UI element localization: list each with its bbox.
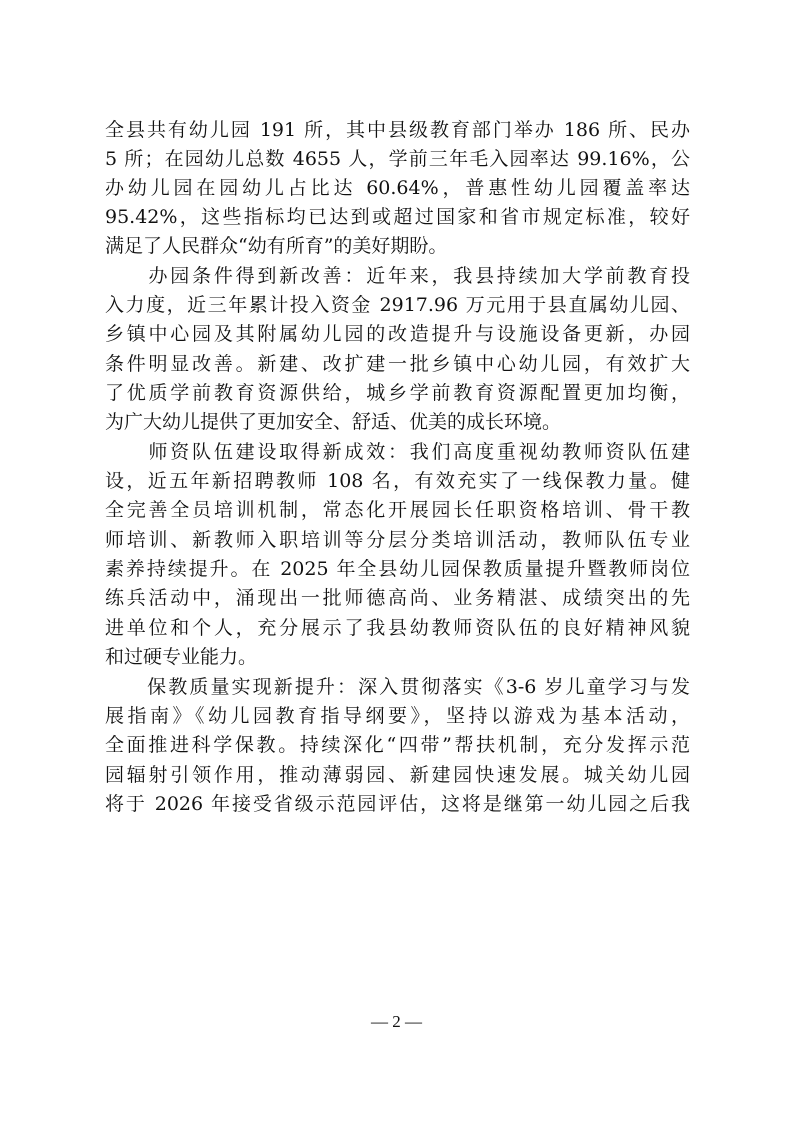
- text-line: 全县共有幼儿园 191 所，其中县级教育部门举办 186 所、民办: [105, 119, 690, 141]
- text-line: 条件明显改善。新建、改扩建一批乡镇中心幼儿园，有效扩大: [105, 353, 690, 375]
- text-line: 素养持续提升。在 2025 年全县幼儿园保教质量提升暨教师岗位: [105, 558, 690, 580]
- text-line: 95.42%，这些指标均已达到或超过国家和省市规定标准，较好: [105, 206, 690, 228]
- text-line: 保教质量实现新提升：深入贯彻落实《3-6 岁儿童学习与发: [105, 676, 690, 698]
- text-line: 师培训、新教师入职培训等分层分类培训活动，教师队伍专业: [105, 529, 690, 551]
- text-line: 办园条件得到新改善：近年来，我县持续加大学前教育投: [105, 265, 690, 287]
- text-line: 入力度，近三年累计投入资金 2917.96 万元用于县直属幼儿园、: [105, 294, 690, 316]
- text-line: 乡镇中心园及其附属幼儿园的改造提升与设施设备更新，办园: [105, 323, 690, 345]
- text-line: 办幼儿园在园幼儿占比达 60.64%，普惠性幼儿园覆盖率达: [105, 177, 690, 199]
- text-line: 为广大幼儿提供了更加安全、舒适、优美的成长环境。: [105, 411, 562, 433]
- text-line: 满足了人民群众“幼有所育”的美好期盼。: [105, 235, 448, 257]
- text-line: 和过硬专业能力。: [105, 646, 258, 668]
- text-line: 园辐射引领作用，推动薄弱园、新建园快速发展。城关幼儿园: [105, 764, 690, 786]
- text-line: 进单位和个人，充分展示了我县幼教师资队伍的良好精神风貌: [105, 617, 690, 639]
- text-line: 全完善全员培训机制，常态化开展园长任职资格培训、骨干教: [105, 499, 690, 521]
- text-line: 全面推进科学保教。持续深化“四带”帮扶机制，充分发挥示范: [105, 734, 690, 756]
- text-line: 练兵活动中，涌现出一批师德高尚、业务精湛、成绩突出的先: [105, 587, 690, 609]
- text-line: 了优质学前教育资源供给，城乡学前教育资源配置更加均衡，: [105, 382, 690, 404]
- page-number: — 2 —: [371, 1012, 422, 1031]
- text-line: 设，近五年新招聘教师 108 名，有效充实了一线保教力量。健: [105, 470, 690, 492]
- text-line: 师资队伍建设取得新成效：我们高度重视幼教师资队伍建: [105, 441, 690, 463]
- text-line: 展指南》《幼儿园教育指导纲要》，坚持以游戏为基本活动，: [105, 705, 690, 727]
- text-line: 将于 2026 年接受省级示范园评估，这将是继第一幼儿园之后我: [105, 793, 690, 815]
- text-line: 5 所；在园幼儿总数 4655 人，学前三年毛入园率达 99.16%，公: [105, 148, 690, 170]
